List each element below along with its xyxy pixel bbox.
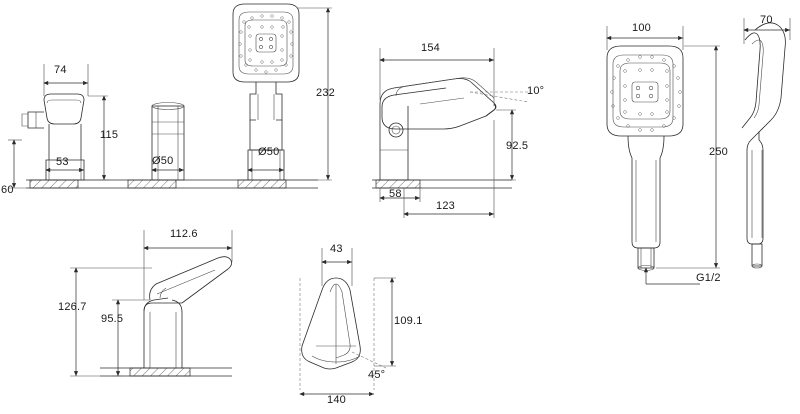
dim-50-a: Ø50 [152,155,174,167]
dim-60: 60 [1,184,14,196]
dim-140: 140 [327,394,346,406]
dim-g1-2: G1/2 [696,272,721,284]
dim-74: 74 [54,64,67,76]
dim-50-b: Ø50 [258,146,280,158]
hand-shower-side-geometry [742,23,785,268]
dim-232: 232 [316,87,335,99]
hand-shower-front-large [607,46,683,271]
dim-154: 154 [421,42,440,54]
dim-53: 53 [56,156,69,168]
deck-baseline [26,180,318,188]
middle-valve-geometry [152,103,184,181]
dim-95-5: 95.5 [101,313,124,325]
dim-250: 250 [709,146,728,158]
dim-43: 43 [330,243,343,255]
dim-109-1: 109.1 [394,315,423,327]
dim-92-5: 92.5 [506,140,529,152]
dim-115: 115 [100,129,119,141]
dim-123: 123 [436,200,455,212]
dim-100: 100 [632,22,651,34]
dim-58: 58 [389,188,402,200]
dim-10deg: 10° [527,85,545,97]
left-handle-geometry [22,94,84,180]
spout-side-geometry [372,78,530,188]
dim-112-6: 112.6 [170,228,198,240]
dim-126-7: 126.7 [58,301,87,313]
dim-45deg: 45° [368,369,386,381]
dim-70: 70 [760,14,773,26]
